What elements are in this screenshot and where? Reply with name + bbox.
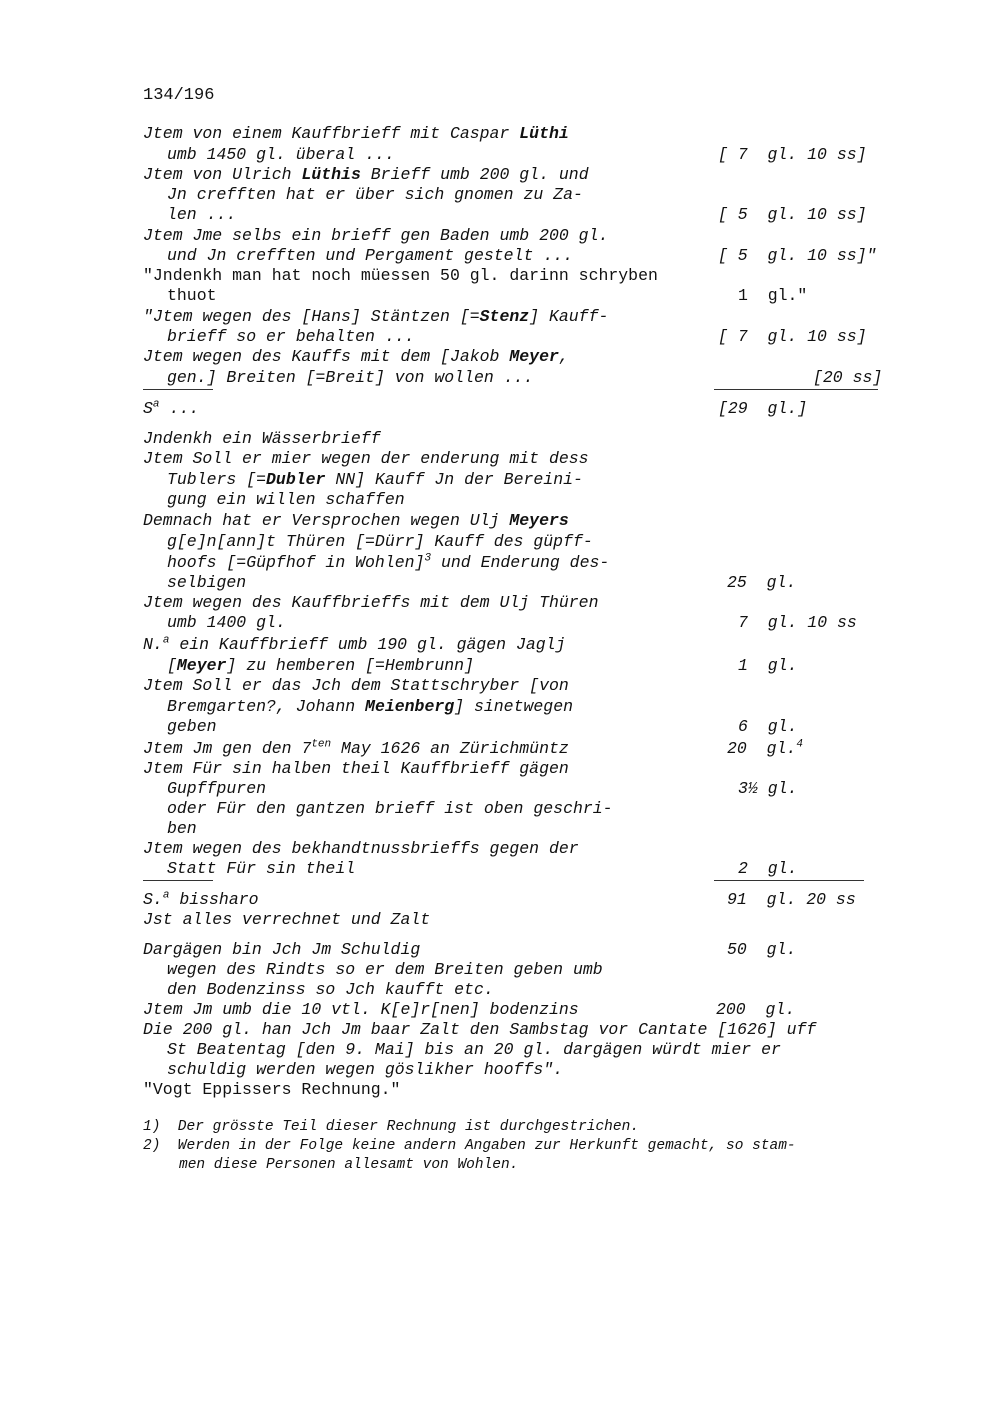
amount: 1 gl." <box>738 286 808 305</box>
amount-total: 91 gl. 20 ss <box>727 890 856 909</box>
text-line: "Jndenkh man hat noch müessen 50 gl. darinn schryben <box>143 266 658 285</box>
text-line: Jtem wegen des Kauffbrieffs mit dem Ulj Thüren <box>143 593 599 612</box>
text-line: umb 1400 gl. <box>167 613 286 632</box>
text-line: Jst alles verrechnet und Zalt <box>143 910 431 929</box>
text-line: ben <box>167 819 197 838</box>
text-line: St Beatentag [den 9. Mai] bis an 20 gl. dargägen würdt mier er <box>167 1040 781 1059</box>
amount: [ 5 gl. 10 ss] <box>718 205 867 224</box>
sum-rule-right <box>714 880 864 881</box>
text-line: thuot <box>167 286 217 305</box>
text-line: Die 200 gl. han Jch Jm baar Zalt den Sambstag vor Cantate [1626] uff <box>143 1020 817 1039</box>
amount: 20 gl.$^4$ <box>727 738 803 758</box>
amount: 3½ gl. <box>738 779 798 798</box>
amount: 2 gl. <box>738 859 798 878</box>
text-line: geben <box>167 717 217 736</box>
text-line: selbigen <box>167 573 247 592</box>
sum-rule-left <box>143 389 213 390</box>
amount: 1 gl. <box>738 656 798 675</box>
text-line: Jn crefften hat er über sich gnomen zu Za- <box>167 185 583 204</box>
text-line: den Bodenzinss so Jch kaufft etc. <box>167 980 494 999</box>
text-line: Jtem Jm umb die 10 vtl. K[e]r[nen] bodenzins <box>143 1000 579 1019</box>
text-line: gung ein willen schaffen <box>167 490 405 509</box>
amount: 200 gl. <box>716 1000 796 1019</box>
footnote: men diese Personen allesamt von Wohlen. <box>179 1157 519 1173</box>
text-line: Jtem Jm gen den $7^{ten}$ May 1626 an Zürichmüntz <box>143 738 569 758</box>
page-number: 134/196 <box>143 86 215 105</box>
amount: 50 gl. <box>727 940 797 959</box>
text-line: Bremgarten?, Johann Meienberg] sinetwegen <box>167 697 573 716</box>
text-line: $S^a$ ... <box>143 398 200 418</box>
amount-total: [29 gl.] <box>718 399 808 418</box>
text-line: brieff so er behalten ... <box>167 327 415 346</box>
text-line: wegen des Rindts so er dem Breiten geben umb <box>167 960 603 979</box>
amount: 25 gl. <box>727 573 797 592</box>
amount: [ 7 gl. 10 ss] <box>718 327 867 346</box>
text-line: Jtem Jme selbs ein brieff gen Baden umb 200 gl. <box>143 226 609 245</box>
text-line: "Vogt Eppissers Rechnung." <box>143 1080 401 1099</box>
text-line: Jtem wegen des bekhandtnussbrieffs gegen der <box>143 839 579 858</box>
text-line: Dargägen bin Jch Jm Schuldig <box>143 940 421 959</box>
text-line: Jndenkh ein Wässerbrieff <box>143 429 381 448</box>
text-line: Tublers [=Dubler NN] Kauff Jn der Bereini- <box>167 470 583 489</box>
text-line: Jtem Für sin halben theil Kauffbrieff gägen <box>143 759 569 778</box>
text-line: schuldig werden wegen göslikher hooffs". <box>167 1060 564 1079</box>
text-line: Jtem von einem Kauffbrieff mit Caspar Lüthi <box>143 124 569 143</box>
sum-rule-right <box>714 389 878 390</box>
text-line: Jtem von Ulrich Lüthis Brieff umb 200 gl. und <box>143 165 589 184</box>
sum-rule-left <box>143 880 213 881</box>
text-line: N.$^a$ ein Kauffbrieff umb 190 gl. gägen Jaglj <box>143 634 566 654</box>
text-line: umb 1450 gl. überal ... <box>167 145 395 164</box>
text-line: Jtem Soll er das Jch dem Stattschryber [von <box>143 676 569 695</box>
text-line: [Meyer] zu hemberen [=Hembrunn] <box>167 656 474 675</box>
amount: 7 gl. 10 ss <box>738 613 857 632</box>
text-line: oder Für den gantzen brieff ist oben geschri- <box>167 799 613 818</box>
text-line: "Jtem wegen des [Hans] Stäntzen [=Stenz] Kauff- <box>143 307 609 326</box>
footnote: 1) Der grösste Teil dieser Rechnung ist durchgestrichen. <box>143 1119 639 1135</box>
text-line: Demnach hat er Versprochen wegen Ulj Meyers <box>143 511 569 530</box>
text-line: Jtem wegen des Kauffs mit dem [Jakob Meyer, <box>143 347 569 366</box>
text-line: hoofs [=Güpfhof in Wohlen]$^3$ und Enderung des- <box>167 552 610 572</box>
amount: [ 5 gl. 10 ss]" <box>718 246 877 265</box>
text-line: g[e]n[ann]t Thüren [=Dürr] Kauff des güpff- <box>167 532 593 551</box>
text-line: Jtem Soll er mier wegen der enderung mit dess <box>143 449 589 468</box>
text-line: und Jn crefften und Pergament gestelt ... <box>167 246 573 265</box>
amount: [ 7 gl. 10 ss] <box>718 145 867 164</box>
text-line: S.$^a$ bissharo <box>143 889 259 909</box>
text-line: Statt Für sin theil <box>167 859 356 878</box>
text-line: len ... <box>167 205 237 224</box>
text-line: Gupffpuren <box>167 779 267 798</box>
text-line: gen.] Breiten [=Breit] von wollen ... <box>167 368 534 387</box>
amount: [20 ss] <box>813 368 883 387</box>
amount: 6 gl. <box>738 717 798 736</box>
footnote: 2) Werden in der Folge keine andern Angaben zur Herkunft gemacht, so stam- <box>143 1138 796 1154</box>
